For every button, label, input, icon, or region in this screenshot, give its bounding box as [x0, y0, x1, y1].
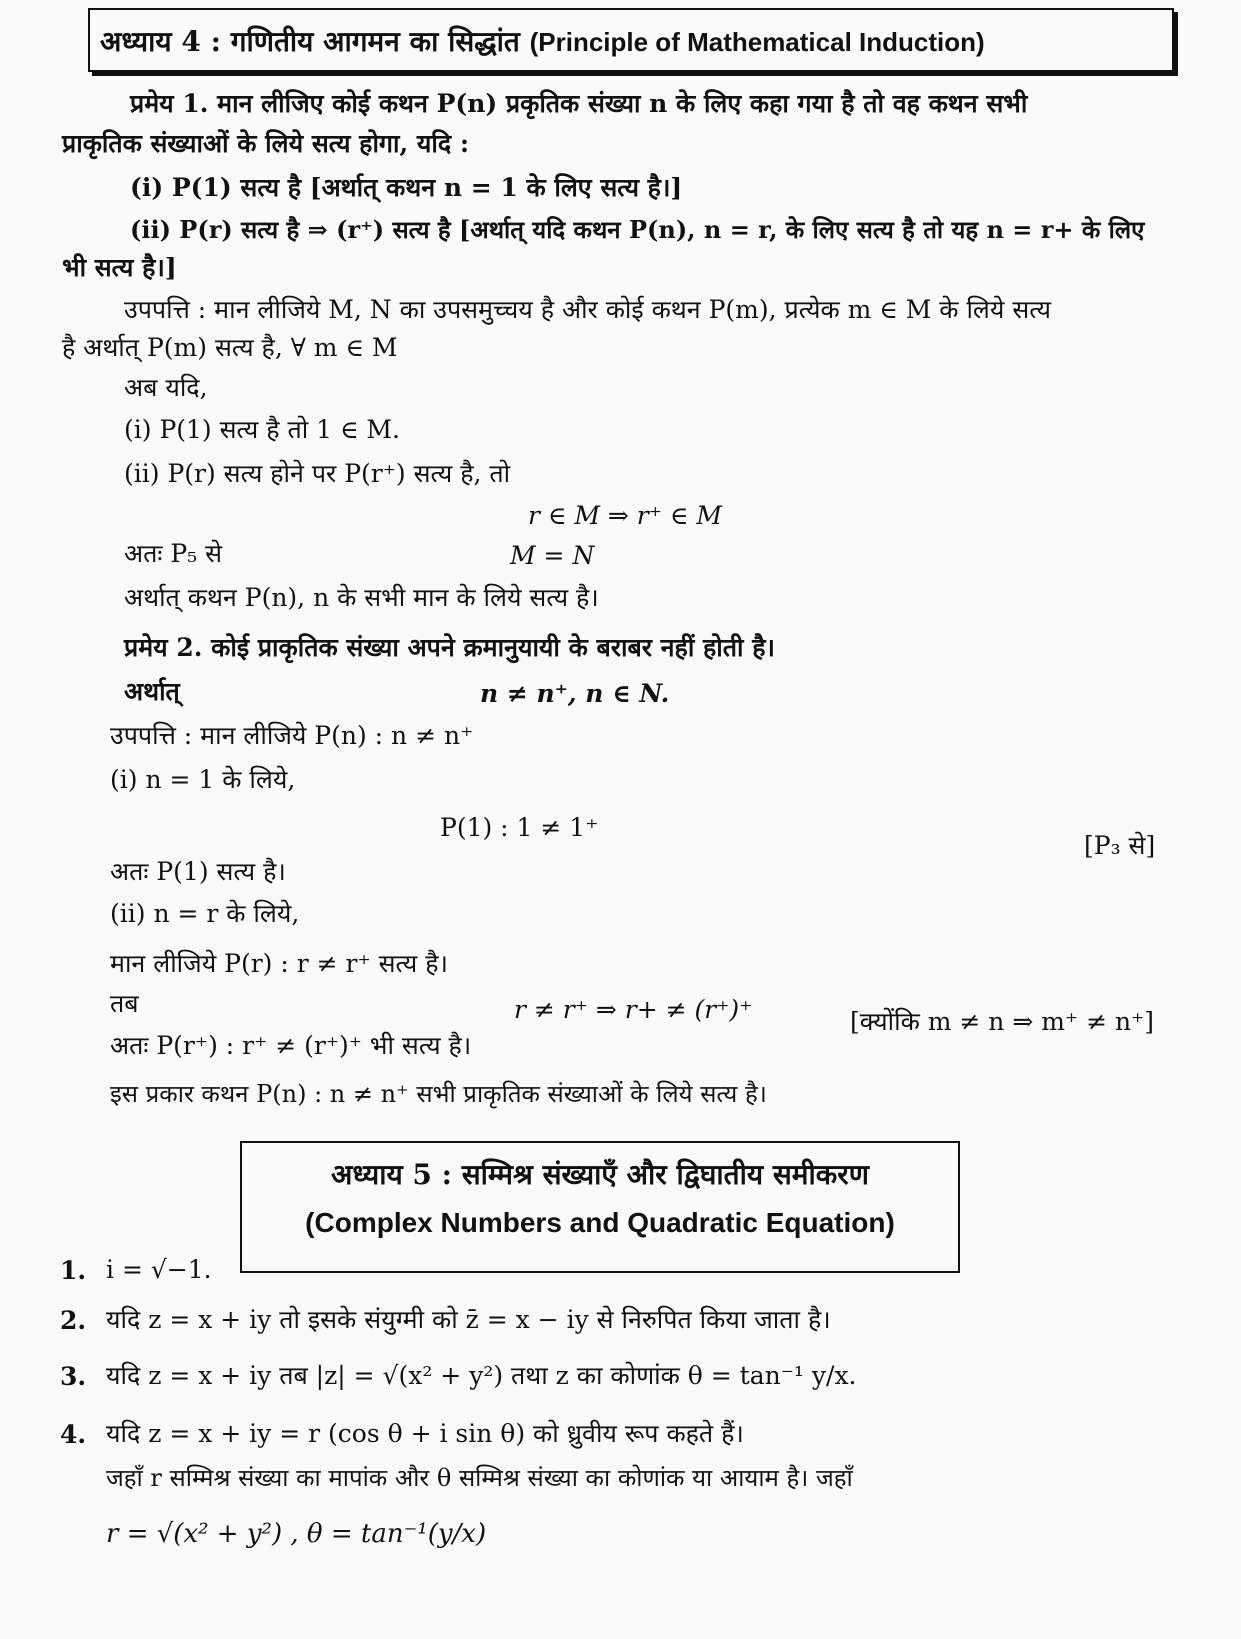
proof2-case1: (i) n = 1 के लिये,: [110, 765, 296, 794]
point4-continuation: जहाँ r सम्मिश्र संख्या का मापांक और θ सम्मिश्र संख्या का कोणांक या आयाम है। जहाँ: [106, 1464, 853, 1492]
chapter4-title: [100, 22, 985, 60]
point-number: 2.: [60, 1306, 87, 1335]
proof1-step1: (i) P(1) सत्य है तो 1 ∈ M.: [124, 415, 400, 444]
theorem1-line1: प्रमेय 1. मान लीजिए कोई कथन P(n) प्रकृतिक संख्या n के लिए कहा गया है तो वह कथन सभी: [130, 89, 1028, 118]
theorem1-cond2-line2: भी सत्य है।]: [62, 253, 177, 282]
point-text: यदि z = x + iy = r (cos θ + i sin θ) को ध्रुवीय रूप कहते हैं।: [106, 1419, 744, 1448]
proof1-conclusion: अर्थात् कथन P(n), n के सभी मान के लिये सत्य है।: [124, 583, 599, 612]
proof1-now-if: अब यदि,: [124, 373, 208, 402]
chapter5-header-box: [240, 1141, 960, 1273]
theorem2-statement: प्रमेय 2. कोई प्राकृतिक संख्या अपने क्रमानुयायी के बराबर नहीं होती है।: [124, 633, 775, 662]
proof2-case2: (ii) n = r के लिये,: [110, 899, 300, 928]
point-number: 3.: [60, 1362, 87, 1391]
proof2-eq1: P(1) : 1 ≠ 1⁺: [440, 813, 599, 842]
point-text: i = √−1.: [106, 1255, 212, 1284]
proof2-true1: अतः P(1) सत्य है।: [110, 857, 286, 886]
chapter4-header-box: [88, 8, 1174, 72]
theorem1-cond1: (i) P(1) सत्य है [अर्थात् कथन n = 1 के लिए सत्य है।]: [130, 173, 683, 202]
proof1-eq2: M = N: [510, 541, 595, 570]
proof2-final: इस प्रकार कथन P(n) : n ≠ n⁺ सभी प्राकृतिक संख्याओं के लिये सत्य है।: [110, 1080, 767, 1108]
proof2-then: तब: [110, 989, 139, 1018]
proof1-line2: है अर्थात् P(m) सत्य है, ∀ m ∈ M: [62, 333, 398, 362]
proof1-line1: उपपत्ति : मान लीजिये M, N का उपसमुच्चय है और कोई कथन P(m), प्रत्येक m ∈ M के लिये सत्य: [124, 295, 1051, 324]
point4-formula: r = √(x² + y²) , θ = tan⁻¹(y/x): [106, 1519, 487, 1549]
theorem2-that-is: अर्थात्: [124, 677, 180, 706]
proof1-step2: (ii) P(r) सत्य होने पर P(r⁺) सत्य है, तो: [124, 459, 511, 488]
theorem2-eq: n ≠ n⁺, n ∈ N.: [480, 679, 670, 708]
proof2-intro: उपपत्ति : मान लीजिये P(n) : n ≠ n⁺: [110, 721, 474, 750]
proof1-hence: अतः P₅ से: [124, 539, 223, 568]
proof1-eq1: r ∈ M ⇒ r⁺ ∈ M: [528, 501, 722, 530]
chapter5-title-hi: अध्याय 5 : सम्मिश्र संख्याएँ और द्विघातीय समीकरण: [331, 1158, 869, 1191]
proof2-true2: अतः P(r⁺) : r⁺ ≠ (r⁺)⁺ भी सत्य है।: [110, 1031, 472, 1060]
proof2-ref1: [P₃ से]: [1084, 831, 1156, 860]
proof2-ref2: [क्योंकि m ≠ n ⇒ m⁺ ≠ n⁺]: [850, 1007, 1155, 1036]
point-number: 1.: [60, 1256, 87, 1285]
proof2-assume: मान लीजिये P(r) : r ≠ r⁺ सत्य है।: [110, 949, 448, 978]
point-number: 4.: [60, 1420, 87, 1449]
chapter5-title-en: (Complex Numbers and Quadratic Equation): [305, 1207, 895, 1238]
theorem1-line2: प्राकृतिक संख्याओं के लिये सत्य होगा, यदि :: [62, 129, 470, 158]
theorem1-cond2-line1: (ii) P(r) सत्य है ⇒ (r⁺) सत्य है [अर्थात् यदि कथन P(n), n = r, के लिए सत्य है तो यह n = r+ के लिए: [130, 215, 1145, 244]
chapter4-title-en: (Principle of Mathematical Induction): [529, 27, 985, 57]
proof2-eq2: r ≠ r⁺ ⇒ r+ ≠ (r⁺)⁺: [514, 995, 753, 1024]
chapter4-title-hi: अध्याय 4 : गणितीय आगमन का सिद्धांत: [100, 25, 520, 58]
point-text: यदि z = x + iy तो इसके संयुग्मी को z̄ = x − iy से निरुपित किया जाता है।: [106, 1305, 831, 1334]
point-text: यदि z = x + iy तब |z| = √(x² + y²) तथा z का कोणांक θ = tan⁻¹ y/x.: [106, 1361, 857, 1390]
